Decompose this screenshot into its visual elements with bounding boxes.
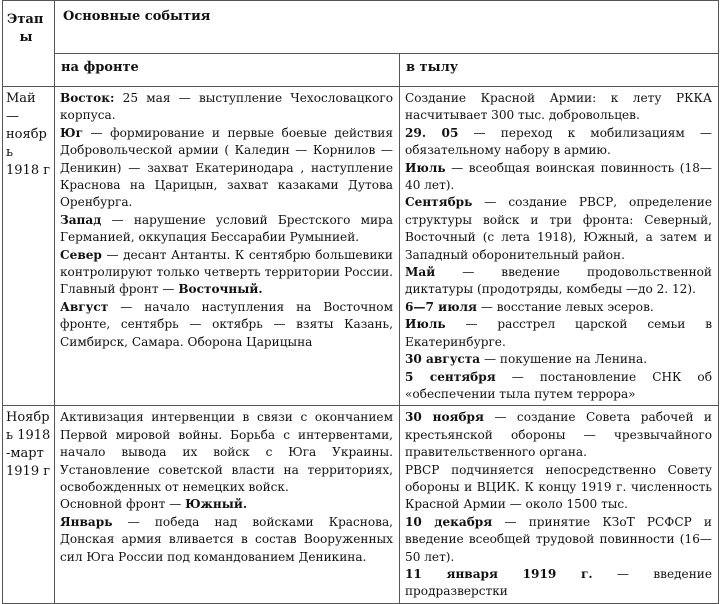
entry-text: Основной фронт — <box>60 497 186 512</box>
rear-entry <box>405 125 712 160</box>
entry-text: — формирование и первые боевые действия Добровольческой армии ( Каледин — Корнилов — Деникин) — захват Екатеринодара , наступление Краснова на Царицын, захват казаками Дутова Оренбурга. <box>60 125 393 210</box>
entry-text: — принятие КЗоТ РСФСР и введение всеобщей трудовой повинности (16—50 лет). <box>405 514 712 564</box>
entry-text: РВСР подчиняется непосредственно Совету обороны и ВЦИК. К концу 1919 г. численность Красной Армии — около 1500 тыс. <box>405 462 712 512</box>
entry-label: 5 сентября <box>405 369 496 384</box>
front-entry <box>60 247 393 299</box>
entry-label: 6—7 июля <box>405 299 477 314</box>
table-row <box>3 406 719 603</box>
rear-entry <box>405 462 712 514</box>
stage-line: -март <box>6 446 44 462</box>
rear-entry <box>405 409 712 461</box>
entry-text: — начало наступления на Восточном фронте, сентябрь — октябрь — взяты Казань, Симбирск, Самара. Оборона Царицына <box>60 299 393 349</box>
front-entry <box>60 90 393 125</box>
stage-line: Май <box>6 91 36 106</box>
stage-line: ноябр <box>6 127 47 142</box>
rear-entry <box>405 299 712 316</box>
rear-entry <box>405 316 712 351</box>
entry-label: 30 августа <box>405 352 481 367</box>
stage-line: Ноябр <box>6 410 50 426</box>
entry-emphasis: Восточный. <box>178 282 263 297</box>
stage-line: — <box>6 109 19 124</box>
rear-cell <box>400 87 719 406</box>
entry-label: 10 декабря <box>405 514 493 529</box>
entry-label: Июль <box>405 317 446 332</box>
rear-cell <box>400 406 719 603</box>
stage-line: ь 1918 <box>6 428 51 444</box>
rear-entry <box>405 351 712 368</box>
rear-entry <box>405 264 712 299</box>
events-header: Основные события <box>55 1 719 54</box>
entry-text: — постановление СНК об «обеспечении тыла путем террора» <box>405 369 712 401</box>
stage-cell <box>3 406 55 603</box>
entry-label: 29. 05 <box>405 125 459 140</box>
entry-emphasis: Южный. <box>185 497 248 512</box>
front-header: на фронте <box>55 54 400 87</box>
entry-label: Запад <box>60 212 102 227</box>
rear-entry <box>405 369 712 404</box>
entry-label: 11 января 1919 г. <box>405 566 593 581</box>
stage-header-line-2: ы <box>19 30 33 45</box>
entry-text: Активизация интервенции в связи с окончанием Первой мировой войны. Борьба с интервентами, начало вывода их войск с Юга Украины. Установление советской власти на территориях, освобожденных от немецких войск. <box>60 410 393 494</box>
front-entry <box>60 299 393 351</box>
rear-entry <box>405 566 712 601</box>
front-entry <box>60 409 393 496</box>
entry-text: — создание Совета рабочей и крестьянской обороны — чрезвычайного правительственного органа. <box>405 410 712 460</box>
entry-label: Север <box>60 247 102 262</box>
stage-header-line-1: Этап <box>7 12 44 27</box>
entry-text: — создание РВСР, определение структуры войск и три фронта: Северный, Восточный (с лета 1918), Южный, а затем и Западный оборонительный район. <box>405 195 712 262</box>
entry-text: — нарушение условий Брестского мира Германией, оккупация Бессарабии Румынией. <box>60 212 393 245</box>
entry-text: 25 мая — выступление Чехословацкого корпуса. <box>60 91 393 123</box>
entry-text: — введение продразверстки <box>405 566 712 599</box>
entry-label: Май <box>405 265 436 280</box>
entry-text: — покушение на Ленина. <box>480 352 648 367</box>
events-table <box>2 0 719 604</box>
entry-text: — переход к мобилизациям — обязательному набору в армию. <box>405 125 712 158</box>
stage-header <box>3 1 55 87</box>
entry-label: Июль <box>405 160 446 175</box>
entry-text: — победа над войсками Краснова, Донская армия вливается в состав Вооруженных сил Юга России под командованием Деникина. <box>60 514 393 564</box>
entry-text: Создание Красной Армии: к лету РККА насчитывает 300 тыс. добровольцев. <box>405 91 712 123</box>
entry-label: Юг <box>60 125 83 140</box>
entry-label: 30 ноября <box>405 410 484 425</box>
front-entry <box>60 125 393 212</box>
rear-header: в тылу <box>400 54 719 87</box>
rear-entry <box>405 90 712 125</box>
front-cell <box>55 87 400 406</box>
stage-cell <box>3 87 55 406</box>
entry-label: Январь <box>60 514 113 529</box>
entry-label: Сентябрь <box>405 195 473 210</box>
stage-line: 1918 г <box>6 163 51 178</box>
entry-text: — десант Антанты. К сентябрю большевики контролируют только четверть территории России. Главный фронт — <box>60 247 393 297</box>
entry-label: Восток: <box>60 91 115 105</box>
entry-text: — расстрел царской семьи в Екатеринбурге. <box>405 317 712 349</box>
front-cell <box>55 406 400 603</box>
entry-text: — введение продовольственной диктатуры (продотряды, комбеды —до 2. 12). <box>405 265 712 297</box>
table-row <box>3 87 719 406</box>
entry-label: Август <box>60 299 109 314</box>
rear-entry <box>405 194 712 264</box>
stage-line: ь <box>6 145 14 160</box>
stage-line: 1919 г <box>6 464 51 480</box>
entry-text: — всеобщая воинская повинность (18—40 лет). <box>405 160 712 193</box>
front-entry <box>60 212 393 247</box>
front-entry <box>60 496 393 513</box>
rear-entry <box>405 160 712 195</box>
entry-text: — восстание левых эсеров. <box>476 299 654 314</box>
